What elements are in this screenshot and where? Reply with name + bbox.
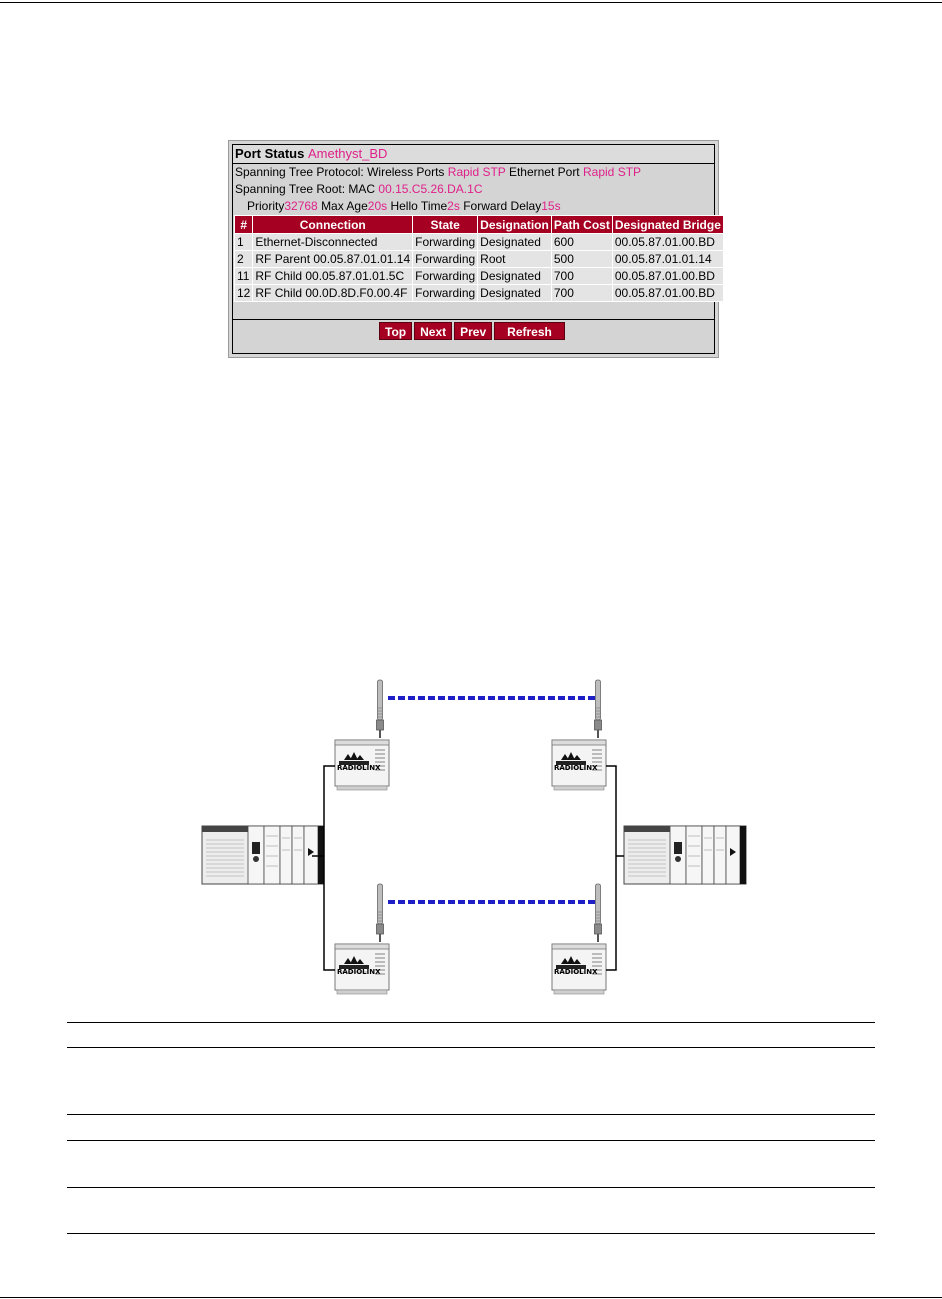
hello-value: 2s [447, 199, 460, 213]
cell-num: 1 [235, 234, 252, 250]
table-row [235, 251, 723, 267]
cell-designation: Designated [478, 234, 551, 250]
port-status-panel [228, 140, 719, 358]
refresh-button[interactable]: Refresh [494, 322, 565, 340]
title-label: Port Status [235, 146, 305, 161]
table-rule [67, 1140, 875, 1141]
port-table [234, 215, 724, 302]
wire-right [606, 766, 616, 856]
wire-left [324, 856, 335, 970]
ethernet-label: Ethernet Port [508, 165, 580, 179]
table-rule [67, 1233, 875, 1234]
col-header: Connection [253, 216, 412, 233]
cell-path-cost: 600 [552, 234, 612, 250]
prev-button[interactable]: Prev [454, 322, 492, 340]
max-age-value: 20s [367, 199, 388, 213]
wire-right [606, 856, 616, 970]
cell-path-cost: 700 [552, 285, 612, 301]
cell-state: Forwarding [415, 269, 476, 283]
top-button[interactable]: Top [379, 322, 412, 340]
antenna-icon [377, 680, 384, 738]
cell-path-cost: 700 [552, 268, 612, 284]
hello-label: Hello Time [390, 199, 448, 213]
button-bar [233, 319, 714, 356]
fwd-delay-value: 15s [541, 199, 561, 213]
antenna-icon [595, 884, 602, 942]
cell-connection: RF Parent 00.05.87.01.01.14 [255, 252, 411, 266]
radio-brand: RADIOLINX [554, 968, 598, 976]
stp-label: Spanning Tree Protocol: Wireless Ports [235, 165, 445, 179]
col-header: Designation [480, 217, 549, 232]
col-header: # [235, 216, 252, 233]
cell-path-cost: 500 [552, 251, 612, 267]
radio-brand: RADIOLINX [554, 764, 598, 772]
cell-state: Forwarding [415, 235, 476, 249]
cell-state: Forwarding [415, 252, 476, 266]
col-header: Path Cost [553, 217, 610, 232]
cell-connection: RF Child 00.05.87.01.01.5C [253, 268, 412, 284]
table-row [235, 285, 723, 301]
next-button[interactable]: Next [414, 322, 452, 340]
priority-value: 32768 [284, 199, 318, 213]
plc-left-icon [202, 826, 324, 884]
cell-bridge: 00.05.87.01.01.14 [613, 251, 723, 267]
device-name: Amethyst_BD [307, 146, 388, 161]
fwd-delay-label: Forward Delay [463, 199, 542, 213]
table-header-row [235, 216, 723, 233]
wire-left [324, 766, 335, 856]
stp-protocol-line [233, 164, 714, 181]
cell-num: 12 [237, 286, 251, 300]
port-status-title [233, 145, 714, 164]
cell-state: Forwarding [415, 286, 476, 300]
radio-brand: RADIOLINX [337, 968, 381, 976]
cell-connection: Ethernet-Disconnected [253, 234, 412, 250]
table-rule [67, 1022, 875, 1023]
wireless-protocol: Rapid STP [447, 165, 506, 179]
cell-connection: RF Child 00.0D.8D.F0.00.4F [253, 285, 412, 301]
priority-label: Priority [247, 199, 285, 213]
timers-line [233, 198, 714, 215]
cell-designation: Root [478, 251, 551, 267]
cell-designation: Designated [478, 285, 551, 301]
table-row [235, 234, 723, 250]
cell-bridge: 00.05.87.01.00.BD [613, 285, 723, 301]
col-header: State [413, 216, 477, 233]
radio-brand: RADIOLINX [337, 764, 381, 772]
table-rule [67, 1047, 875, 1048]
ethernet-protocol: Rapid STP [583, 165, 642, 179]
stp-root-line [233, 181, 714, 198]
antenna-icon [377, 884, 384, 942]
plc-right-icon [624, 826, 746, 884]
cell-num: 11 [235, 268, 252, 284]
bottom-rule [0, 1297, 942, 1298]
cell-num: 2 [235, 251, 252, 267]
network-diagram [190, 660, 750, 1000]
table-row [235, 268, 723, 284]
cell-bridge: 00.05.87.01.00.BD [613, 268, 723, 284]
col-header: Designated Bridge [614, 217, 721, 232]
root-mac: 00.15.C5.26.DA.1C [378, 182, 483, 196]
top-rule [0, 2, 942, 3]
table-rule [67, 1114, 875, 1115]
cell-bridge: 00.05.87.01.00.BD [613, 234, 723, 250]
max-age-label: Max Age [321, 199, 368, 213]
table-rule [67, 1187, 875, 1188]
root-label: Spanning Tree Root: MAC [235, 182, 376, 196]
antenna-icon [595, 680, 602, 738]
cell-designation: Designated [478, 268, 551, 284]
